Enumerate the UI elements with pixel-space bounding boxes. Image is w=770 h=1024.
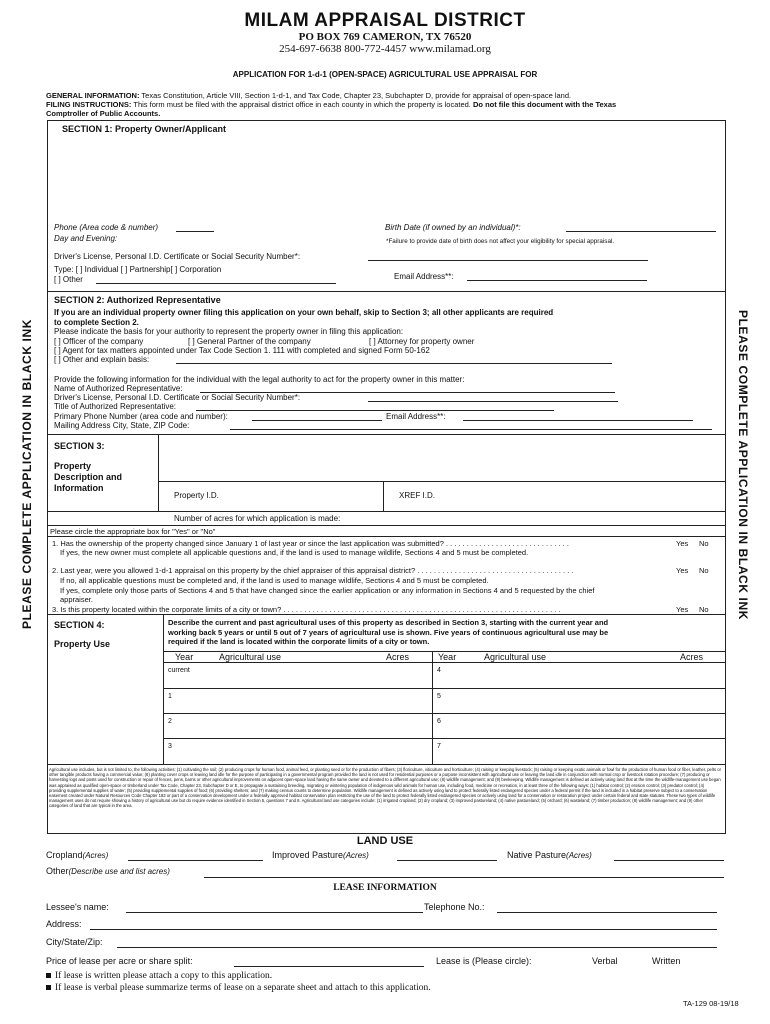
cropland-text: Cropland	[46, 850, 83, 860]
s3-q2: 2. Last year, were you allowed 1-d-1 appraisal on this property by the chief appraiser of this appraisal district? . . . . . . . . . . . . . . . . . . . . . . . . . . . . . . . . . . . . . .	[52, 566, 574, 575]
s4-description	[168, 618, 608, 647]
s2-other-field[interactable]	[176, 354, 612, 364]
s4-h-use-left: Agricultural use	[219, 652, 282, 662]
q2-no[interactable]: No	[699, 566, 709, 575]
s1-email-label: Email Address**:	[394, 272, 454, 281]
lease-note-written	[46, 971, 272, 981]
gi-label: GENERAL INFORMATION:	[46, 91, 140, 100]
s3-q3: 3. Is this property located within the corporate limits of a city or town? . . . . . . . . . . . . . . . . . . . . . . . . . . . . . . . . . . . . . . . . . . . . . . . . . . . . . . . . . . . . . . . . . . .	[52, 605, 561, 614]
lessee-field[interactable]	[126, 901, 423, 913]
district-title: MILAM APPRAISAL DISTRICT	[244, 10, 526, 31]
price-field[interactable]	[234, 955, 424, 967]
address-field[interactable]	[90, 918, 717, 930]
cropland-acres: (Acres)	[82, 851, 109, 860]
s2-opt-agent[interactable]: [ ] Agent for tax matters appointed under Tax Code Section 1. 111 with completed and signed Form 50-162	[54, 346, 430, 355]
s1-birth-field[interactable]	[566, 222, 716, 232]
other-field[interactable]	[204, 866, 724, 878]
side-text-right: PLEASE COMPLETE APPLICATION IN BLACK INK	[736, 309, 750, 620]
s4-year-3: 3	[168, 743, 172, 750]
lease-note2: If lease is verbal please summarize terms of lease on a separate sheet and attach to this application.	[55, 983, 431, 993]
s3-acres: Number of acres for which application is made:	[174, 514, 341, 523]
s4-title: SECTION 4:	[54, 620, 105, 630]
fi-bold2: Comptroller of Public Accounts.	[46, 109, 161, 118]
bullet-icon	[46, 973, 51, 978]
district-address: PO BOX 769 CAMERON, TX 76520	[298, 31, 472, 43]
improved-field[interactable]	[397, 849, 497, 861]
q1-yes[interactable]: Yes	[676, 539, 689, 548]
s4-desc2: working back 5 years or until 5 out of 7 years of agricultural use is shown. Five years of continuous agricultural use may be	[168, 627, 609, 637]
s2-intro1: If you are an individual property owner filing this application on your own behalf, skip to Section 3; all other applicants are required	[54, 308, 554, 317]
s2-title-field[interactable]	[196, 401, 554, 411]
improved-text: Improved Pasture	[272, 850, 344, 860]
s3-sub2: Description and	[54, 472, 123, 482]
other-note: (Describe use and list acres)	[68, 867, 170, 876]
telephone-label: Telephone No.:	[424, 902, 485, 912]
s2-phone-label: Primary Phone Number (area code and number):	[54, 412, 228, 421]
improved-acres: (Acres)	[343, 851, 369, 860]
s1-birth-label: Birth Date (if owned by an individual)*:	[385, 223, 521, 232]
s2-title-label: Title of Authorized Representative:	[54, 402, 176, 411]
s3-q2b: If no, all applicable questions must be completed and, if the land is used to manage wildlife, Sections 4 and 5 must be completed.	[60, 576, 489, 585]
q3-yes[interactable]: Yes	[676, 605, 689, 614]
s2-title: SECTION 2: Authorized Representative	[54, 295, 221, 305]
side-text-left: PLEASE COMPLETE APPLICATION IN BLACK INK	[20, 319, 34, 630]
s1-birth-note: *Failure to provide date of birth does not affect your eligibility for special appraisal.	[386, 238, 615, 245]
q2-yes[interactable]: Yes	[676, 566, 689, 575]
general-info	[46, 91, 746, 118]
fi-text: This form must be filed with the appraisal district office in each county in which the property is located.	[131, 100, 473, 109]
native-acres: (Acres)	[566, 851, 592, 860]
s3-q1: 1. Has the ownership of the property changed since January 1 of last year or since the last application was submitted? . . . . . . . . . . . . . . . . . . . . . . . . . . . . . .	[52, 539, 569, 548]
gi-text: Texas Constitution, Article VIII, Section 1-d-1, and Tax Code, Chapter 23, Subchapter D, provide for appraisal of open-space land.	[139, 91, 572, 100]
lease-verbal[interactable]: Verbal	[592, 956, 618, 966]
other-text: Other	[46, 866, 69, 876]
form-title: APPLICATION FOR 1-d-1 (OPEN-SPACE) AGRICULTURAL USE APPRAISAL FOR	[232, 70, 538, 79]
s1-phone-field[interactable]	[176, 222, 214, 232]
s1-dl-field[interactable]	[368, 251, 648, 261]
s4-sub: Property Use	[54, 639, 111, 649]
s2-opt-officer[interactable]: [ ] Officer of the company	[54, 337, 144, 346]
lease-written[interactable]: Written	[652, 956, 681, 966]
lease-is-label: Lease is (Please circle):	[436, 956, 532, 966]
price-label: Price of lease per acre or share split:	[46, 956, 193, 966]
native-field[interactable]	[614, 849, 724, 861]
lease-note1: If lease is written please attach a copy to this application.	[55, 971, 273, 981]
address-label: Address:	[46, 919, 82, 929]
s4-desc3: required if the land is located within the corporate limits of a city or town.	[168, 637, 430, 646]
s4-h-acres-left: Acres	[386, 652, 410, 662]
cropland-label	[46, 850, 108, 860]
s4-year-current: current	[168, 667, 190, 674]
s1-other[interactable]: [ ] Other	[54, 275, 83, 284]
s4-year-2: 2	[168, 718, 172, 725]
s4-year-7: 7	[437, 743, 441, 750]
s2-mailing-label: Mailing Address City, State, ZIP Code:	[54, 421, 190, 430]
s4-h-year-left: Year	[175, 652, 194, 662]
s2-mailing-field[interactable]	[230, 420, 712, 430]
lease-note-verbal	[46, 983, 431, 993]
s3-circle: Please circle the appropriate box for "Yes" or "No"	[50, 527, 216, 536]
s4-year-4: 4	[437, 667, 441, 674]
improved-label	[272, 850, 369, 860]
s3-sub3: Information	[54, 483, 104, 493]
fi-bold: Do not file this document with the Texas	[472, 100, 617, 109]
native-text: Native Pasture	[507, 850, 567, 860]
city-label: City/State/Zip:	[46, 937, 103, 947]
s2-opt-partner[interactable]: [ ] General Partner of the company	[188, 337, 311, 346]
s4-h-year-right: Year	[438, 652, 457, 662]
s2-dl-label: Driver's License, Personal I.D. Certificate or Social Security Number*:	[54, 393, 301, 402]
s3-title: SECTION 3:	[54, 441, 105, 451]
s4-year-1: 1	[168, 693, 172, 700]
fi-label: FILING INSTRUCTIONS:	[46, 100, 132, 109]
q3-no[interactable]: No	[699, 605, 709, 614]
land-use-title: LAND USE	[356, 835, 414, 847]
s2-name-label: Name of Authorized Representative:	[54, 384, 183, 393]
bullet-icon	[46, 985, 51, 990]
cropland-field[interactable]	[128, 849, 263, 861]
s3-xref: XREF I.D.	[399, 491, 436, 500]
s2-opt-attorney[interactable]: [ ] Attorney for property owner	[369, 337, 475, 346]
s4-h-acres-right: Acres	[680, 652, 704, 662]
s2-email-label: Email Address**:	[386, 412, 446, 421]
form-number: TA-129 08-19/18	[683, 999, 739, 1008]
s3-propid: Property I.D.	[174, 491, 219, 500]
city-field[interactable]	[117, 936, 717, 948]
s1-email-field[interactable]	[467, 271, 647, 281]
district-contact: 254-697-6638 800-772-4457 www.milamad.org	[279, 43, 491, 55]
ag-use-fine-print: Agricultural use includes, but is not limited to, the following activities: (1) cultivating the soil; (2) producing crops for human food, animal feed, or planting seed or for the production of fibers; (3) floriculture, viticulture and horticulture; (4) raising or keeping livestock; (5) raising or keeping exotic animals or fowl for the production of human food or fiber, leather, pelts or other tangible products having a commercial value; (6) planting cover crops or leaving land idle for the purpose of participating in a governmental program provided the land is not used for residential purposes or a purpose inconsistent with agricultural use or leaving the land idle in conjunction with normal crop or livestock rotation procedure; (7) producing or harvesting logs and posts used for construction or repair of fences, pens, barns or other agricultural improvements on adjacent open-space land having the same owner and devoted to a different agricultural use; (8) wildlife management; and (9) beekeeping. Wildlife management is defined as actively using land that at the time the wildlife-management use began was appraised as qualified open-space or timberland under Tax Code, Chapter 23, Subchapter D or E, to propagate a sustaining breeding, migrating or wintering population of indigenous wild animals for human use, including food, medicine or recreation, in at least three of the following ways: (1) habitat control; (2) erosion control; (3) predator control; (4) providing supplemental supplies of water; (5) providing supplemental supplies of food; (6) providing shelters; and (7) making census counts to determine population. Wildlife management is defined as actively using land to protect federally listed endangered species under a federal permit if the land is included in a habitat preserve subject to a conservation easement created under Natural Resources Code Chapter 183 or part of a conservation development under a federally approved habitat conservation plan restricting the use of the land to protect federally listed endangered species or actively using land for a conservation or restoration project under certain federal and state statutes. These two types of wildlife management uses do not require showing a history of agricultural use but do require evidence identified in Section 5, questions 7 and 8. Agricultural land use categories include: (1) irrigated cropland; (2) dry cropland; (3) improved pastureland; (4) native pastureland; (5) orchard; (6) wasteland; (7) timber production; (8) wildlife management; and (9) other categories of land that are typical in the area.	[49, 767, 721, 809]
s1-type[interactable]: Type: [ ] Individual [ ] Partnership[ ] Corporation	[54, 265, 222, 274]
lease-title: LEASE INFORMATION	[333, 883, 437, 893]
other-label	[46, 866, 170, 876]
s2-basis: Please indicate the basis for your authority to represent the property owner in filing this application:	[54, 327, 404, 336]
s1-title: SECTION 1: Property Owner/Applicant	[62, 124, 227, 134]
s1-other-field[interactable]	[96, 274, 336, 284]
s4-desc1: Describe the current and past agricultural uses of this property as described in Section 3, starting with the current year and	[168, 618, 609, 627]
s3-q2d: appraiser.	[60, 595, 93, 604]
s1-phone-label: Phone (Area code & number)	[54, 223, 159, 232]
s3-q2c: If yes, complete only those parts of Sections 4 and 5 that have changed since the earlier application or any information in Sections 4 and 5 requested by the chief	[60, 586, 595, 595]
lessee-label: Lessee's name:	[46, 902, 109, 912]
s1-dl-label: Driver's License, Personal I.D. Certificate or Social Security Number*:	[54, 252, 301, 261]
s2-opt-other[interactable]: [ ] Other and explain basis:	[54, 355, 150, 364]
s4-year-6: 6	[437, 718, 441, 725]
s2-provide: Provide the following information for the individual with the legal authority to act for the property owner in this matter:	[54, 375, 465, 384]
q1-no[interactable]: No	[699, 539, 709, 548]
s1-day-label: Day and Evening:	[54, 234, 118, 243]
s2-intro2: to complete Section 2.	[54, 318, 139, 327]
telephone-field[interactable]	[497, 901, 717, 913]
s4-h-use-right: Agricultural use	[484, 652, 547, 662]
s3-q1b: If yes, the new owner must complete all applicable questions and, if the land is used to manage wildlife, Sections 4 and 5 must be completed.	[60, 548, 529, 557]
s4-year-5: 5	[437, 693, 441, 700]
native-label	[507, 850, 592, 860]
s3-sub1: Property	[54, 461, 92, 471]
